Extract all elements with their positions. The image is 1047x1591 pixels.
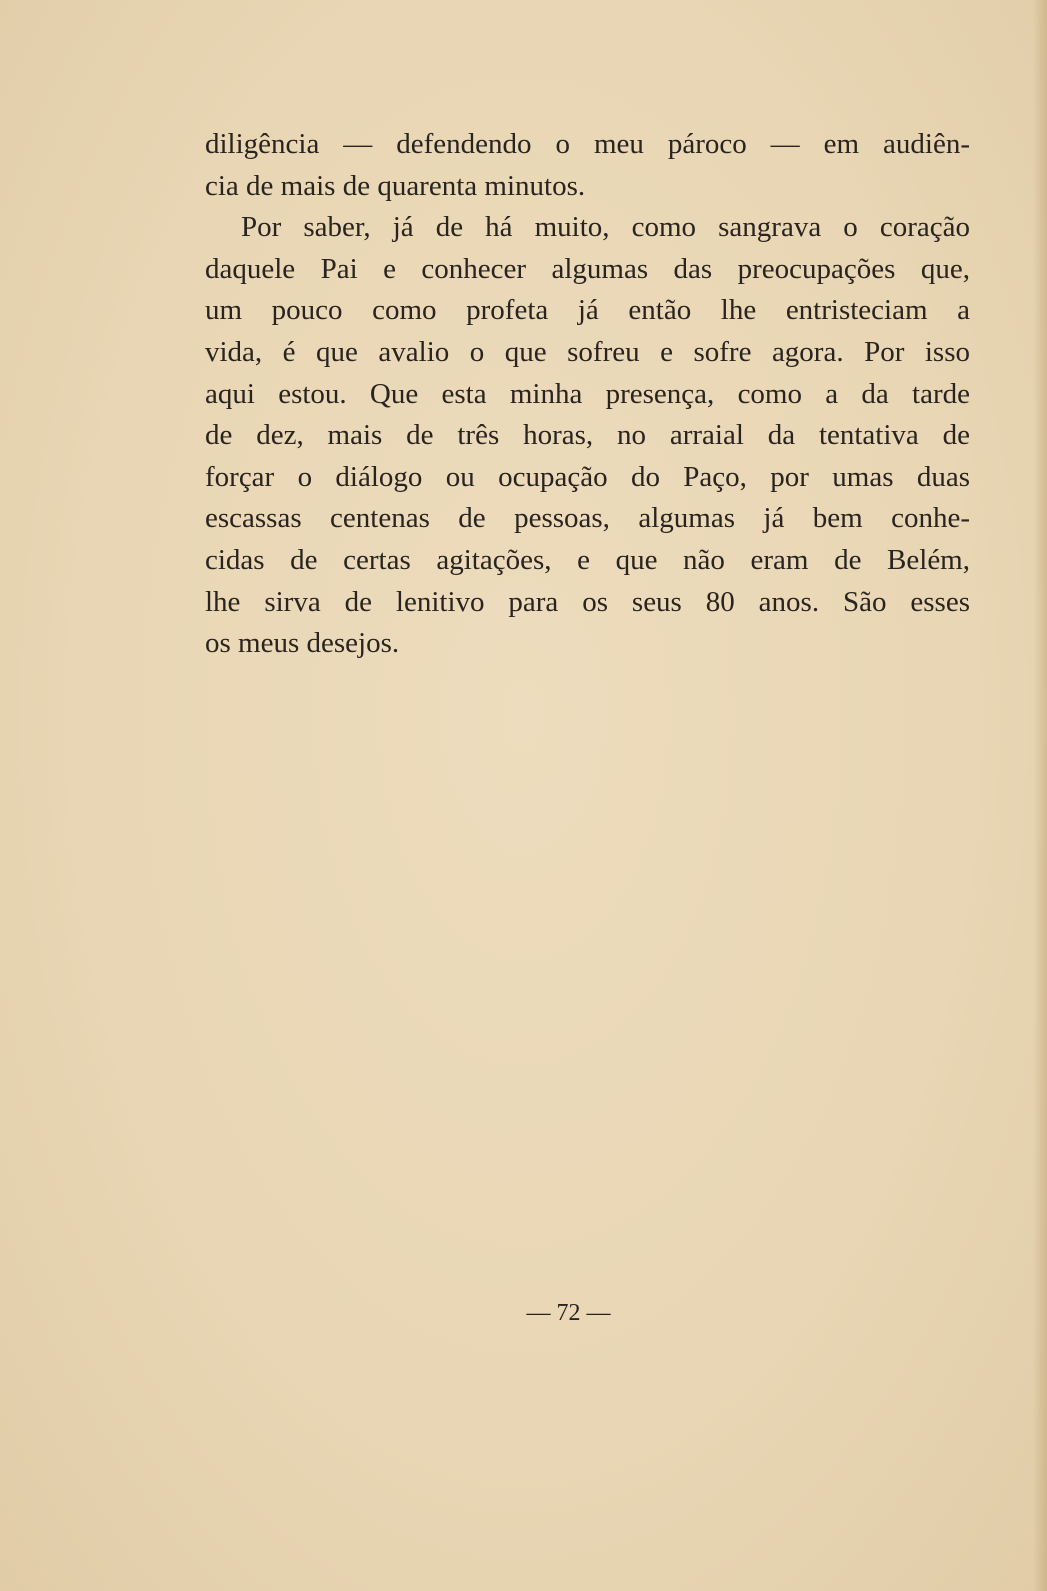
text-line: Por saber, já de há muito, como sangrava o coração [241, 211, 970, 244]
text-line: vida, é que avalio o que sofreu e sofre agora. Por isso [205, 335, 970, 368]
text-line: daquele Pai e conhecer algumas das preocupações que, [205, 252, 970, 285]
text-line: os meus desejos. [205, 627, 400, 660]
text-line: cia de mais de quarenta minutos. [205, 169, 586, 202]
page-number: — 72 — [526, 1300, 611, 1326]
text-line: aqui estou. Que esta minha presença, como a da tarde [205, 377, 970, 410]
text-line: um pouco como profeta já então lhe entristeciam a [205, 294, 970, 327]
text-line: forçar o diálogo ou ocupação do Paço, por umas duas [205, 460, 970, 493]
page-edge-shadow [1033, 0, 1047, 1591]
text-line: de dez, mais de três horas, no arraial da tentativa de [205, 419, 970, 452]
text-line: escassas centenas de pessoas, algumas já bem conhe- [205, 502, 970, 535]
text-line: lhe sirva de lenitivo para os seus 80 anos. São esses [205, 585, 970, 618]
text-line: diligência — defendendo o meu pároco — em audiên- [205, 128, 970, 160]
text-line: cidas de certas agitações, e que não eram de Belém, [205, 543, 970, 576]
body-text [205, 124, 970, 665]
